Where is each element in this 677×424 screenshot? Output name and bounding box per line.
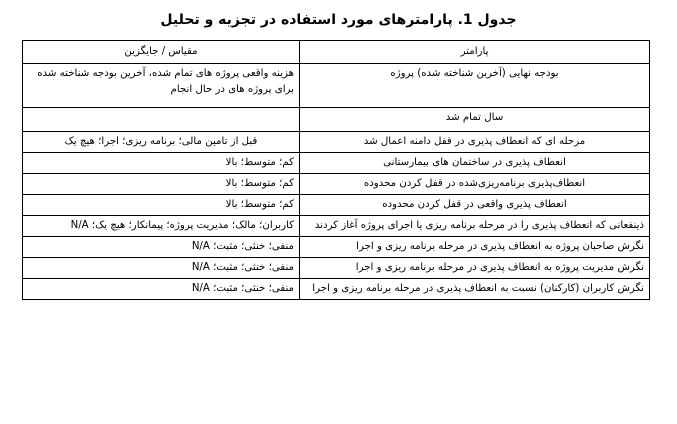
parameter-cell: انعطاف پذیری در ساختمان های بیمارستانی (300, 153, 650, 174)
table-row (23, 174, 650, 195)
measure-cell: منفی؛ خنثی؛ مثبت؛ N/A (23, 237, 300, 258)
table-row (23, 108, 650, 132)
parameter-cell: مرحله ای که انعطاف پذیری در قفل دامنه اعمال شد (300, 132, 650, 153)
measure-cell: کم؛ متوسط؛ بالا (23, 195, 300, 216)
header-parameter: پارامتر (300, 41, 650, 64)
parameter-cell: بودجه نهایی (آخرین شناخته شده) پروژه (300, 64, 650, 108)
measure-cell: کاربران؛ مالک؛ مدیریت پروژه؛ پیمانکار؛ هیچ یک؛ N/A (23, 216, 300, 237)
measure-cell: منفی؛ خنثی؛ مثبت؛ N/A (23, 258, 300, 279)
measure-cell (23, 108, 300, 132)
table-caption: جدول 1. پارامترهای مورد استفاده در تجزیه و تحلیل (160, 12, 517, 28)
table-row (23, 279, 650, 300)
parameter-cell: نگرش مدیریت پروژه به انعطاف پذیری در مرحله برنامه ریزی و اجرا (300, 258, 650, 279)
table-row (23, 64, 650, 108)
measure-cell: کم؛ متوسط؛ بالا (23, 153, 300, 174)
measure-cell: هزینه واقعی پروژه های تمام شده، آخرین بودجه شناخته شده برای پروژه های در حال انجام (23, 64, 300, 108)
table-row (23, 216, 650, 237)
table-row (23, 258, 650, 279)
table-row (23, 153, 650, 174)
header-measure: مقیاس / جایگزین (23, 41, 300, 64)
measure-cell: منفی؛ خنثی؛ مثبت؛ N/A (23, 279, 300, 300)
measure-cell: قبل از تامین مالی؛ برنامه ریزی؛ اجرا؛ هیچ یک (23, 132, 300, 153)
parameter-cell: ذینفعانی که انعطاف پذیری را در مرحله برنامه ریزی یا اجرای پروژه آغاز کردند (300, 216, 650, 237)
parameter-cell: نگرش صاحبان پروژه به انعطاف پذیری در مرحله برنامه ریزی و اجرا (300, 237, 650, 258)
parameter-cell: سال تمام شد (300, 108, 650, 132)
parameter-cell: انعطاف‌پذیری برنامه‌ریزی‌شده در قفل کردن محدوده (300, 174, 650, 195)
parameter-cell: انعطاف پذیری واقعی در قفل کردن محدوده (300, 195, 650, 216)
table-row (23, 195, 650, 216)
parameters-table (22, 40, 650, 300)
table-row (23, 132, 650, 153)
parameter-cell: نگرش کاربران (کارکنان) نسبت به انعطاف پذیری در مرحله برنامه ریزی و اجرا (300, 279, 650, 300)
measure-cell: کم؛ متوسط؛ بالا (23, 174, 300, 195)
table-header-row (23, 41, 650, 64)
table-row (23, 237, 650, 258)
